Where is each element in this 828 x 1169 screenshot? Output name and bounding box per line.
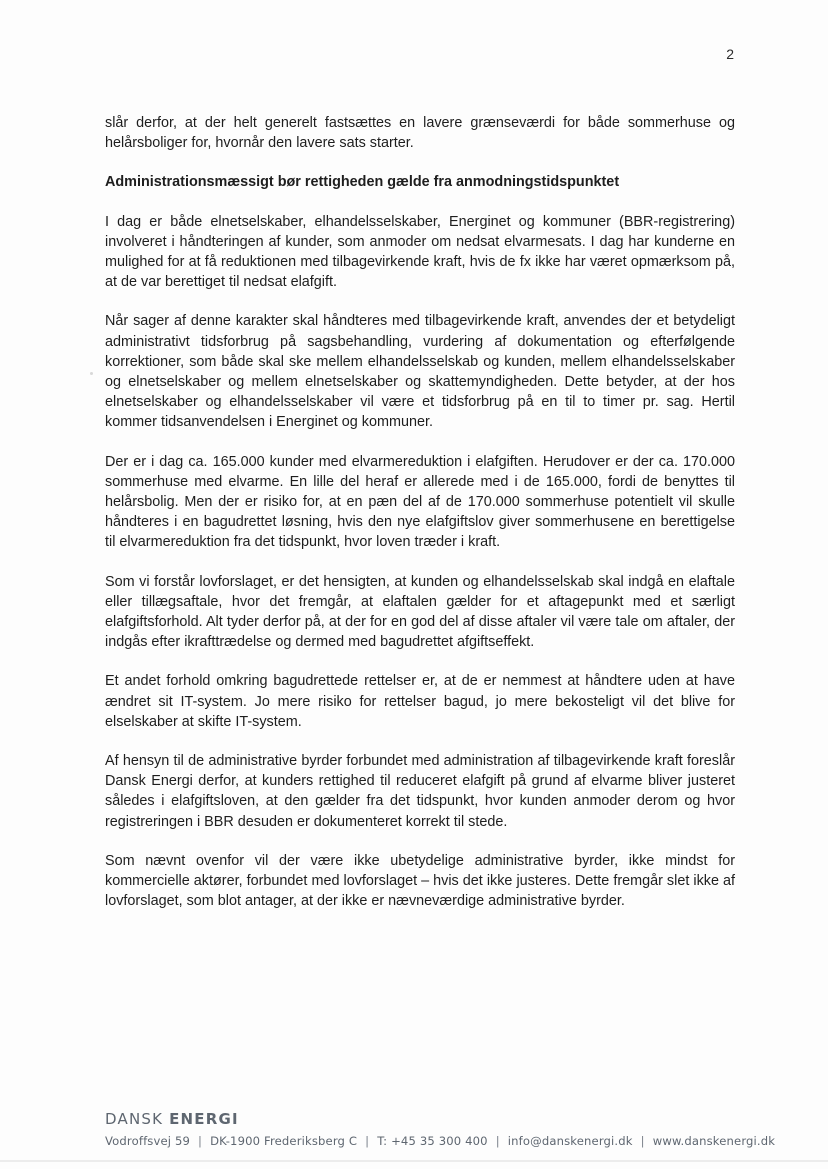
paragraph-current-practice: I dag er både elnetselskaber, elhandelsselskaber, Energinet og kommuner (BBR-registrering) involveret i håndteringen af kunder, som anmoder om nedsat elvarmesats. I dag har kunderne en mulighed for at få reduktionen med tilbagevirkende kraft, hvis de fx ikke har været opmærksom på, at de var berettiget til nedsat elafgift. <box>105 213 735 291</box>
separator: | <box>495 1134 500 1148</box>
logo-word-energi: ENERGI <box>169 1110 239 1128</box>
separator: | <box>198 1134 203 1148</box>
paragraph-intro: slår derfor, at der helt generelt fastsættes en lavere grænseværdi for både sommerhuse og helårsboliger for, hvornår den lavere sats starter. <box>105 115 735 152</box>
paragraph-customer-numbers: Der er i dag ca. 165.000 kunder med elvarmereduktion i elafgiften. Herudover er der ca. 170.000 sommerhuse med elvarme. En lille del heraf er allerede med i de 165.000, fordi de benyttes til helårsbolig. Men der er risiko for, at en pæn del af de 170.000 sommerhuse potentielt vil skulle håndteres i en bagudrettet løsning, hvis den nye elafgiftslov giver sommerhusene en berettigelse til elvarmereduktion fra det tidspunkt, hvor loven træder i kraft. <box>105 453 735 551</box>
section-administration <box>105 172 735 292</box>
website-link[interactable]: www.danskenergi.dk <box>652 1134 776 1148</box>
page-number: 2 <box>726 46 734 62</box>
separator: | <box>365 1134 370 1148</box>
phone-number: T: +45 35 300 400 <box>377 1134 488 1148</box>
letterhead-footer <box>105 1110 776 1148</box>
paragraph-it-systems: Et andet forhold omkring bagudrettede rettelser er, at de er nemmest at håndtere uden at have ændret sit IT-system. Jo mere risiko for rettelser bagud, jo mere bekosteligt vil det blive for elselskaber at skifte IT-system. <box>105 673 735 730</box>
section-heading: Administrationsmæssigt bør rettigheden gælde fra anmodningstidspunktet <box>105 174 620 191</box>
scan-artifact <box>90 372 93 375</box>
letter-body <box>105 113 735 931</box>
street-address: Vodroffsvej 59 <box>105 1134 191 1148</box>
scan-edge-line <box>0 1160 828 1162</box>
paragraph-conclusion: Som nævnt ovenfor vil der være ikke ubetydelige administrative byrder, ikke mindst for kommercielle aktører, forbundet med lovforslaget – hvis det ikke justeres. Dette fremgår slet ikke af lovforslaget, som blot antager, at der ikke er nævneværdige administrative byrder. <box>105 852 735 910</box>
paragraph-proposal: Af hensyn til de administrative byrder forbundet med administration af tilbagevirkende kraft foreslår Dansk Energi derfor, at kunders rettighed til reduceret elafgift på grund af elvarme bliver justeret således i elafgiftsloven, at den gælder fra det tidspunkt, hvor kunden anmoder derom og hvor registreringen i BBR desuden er dokumenteret korrekt til stede. <box>105 753 735 830</box>
paragraph-administrative-time: Når sager af denne karakter skal håndteres med tilbagevirkende kraft, anvendes der et betydeligt administrativt tidsforbrug på sagsbehandling, vurdering af dokumentation og efterfølgende korrektioner, som både skal ske mellem elhandelsselskab og kunden, mellem elhandelsselskaber og elnetselskaber og mellem elnetselskaber og skattemyndigheden. Dette betyder, at der hos elnetselskaber og elhandelsselskaber vil være et tidsforbrug på en til to timer pr. sag. Hertil kommer tidsanvendelsen i Energinet og kommuner. <box>105 313 735 431</box>
postal-address: DK-1900 Frederiksberg C <box>210 1134 358 1148</box>
separator: | <box>640 1134 645 1148</box>
email-address[interactable]: info@danskenergi.dk <box>507 1134 633 1148</box>
paragraph-bill-understanding: Som vi forstår lovforslaget, er det hensigten, at kunden og elhandelsselskab skal indgå en elaftale eller tillægsaftale, hvor det fremgår, at elaftalen gælder for et aftagepunkt med et særligt elafgiftsforhold. Alt tyder derfor på, at der for en god del af disse aftaler vil være tale om aftaler, der indgås efter ikrafttrædelse og dermed med bagudrettet afgiftseffekt. <box>105 573 735 651</box>
dansk-energi-logo <box>105 1110 745 1128</box>
logo-word-dansk: DANSK <box>105 1110 164 1128</box>
contact-line <box>105 1134 776 1148</box>
